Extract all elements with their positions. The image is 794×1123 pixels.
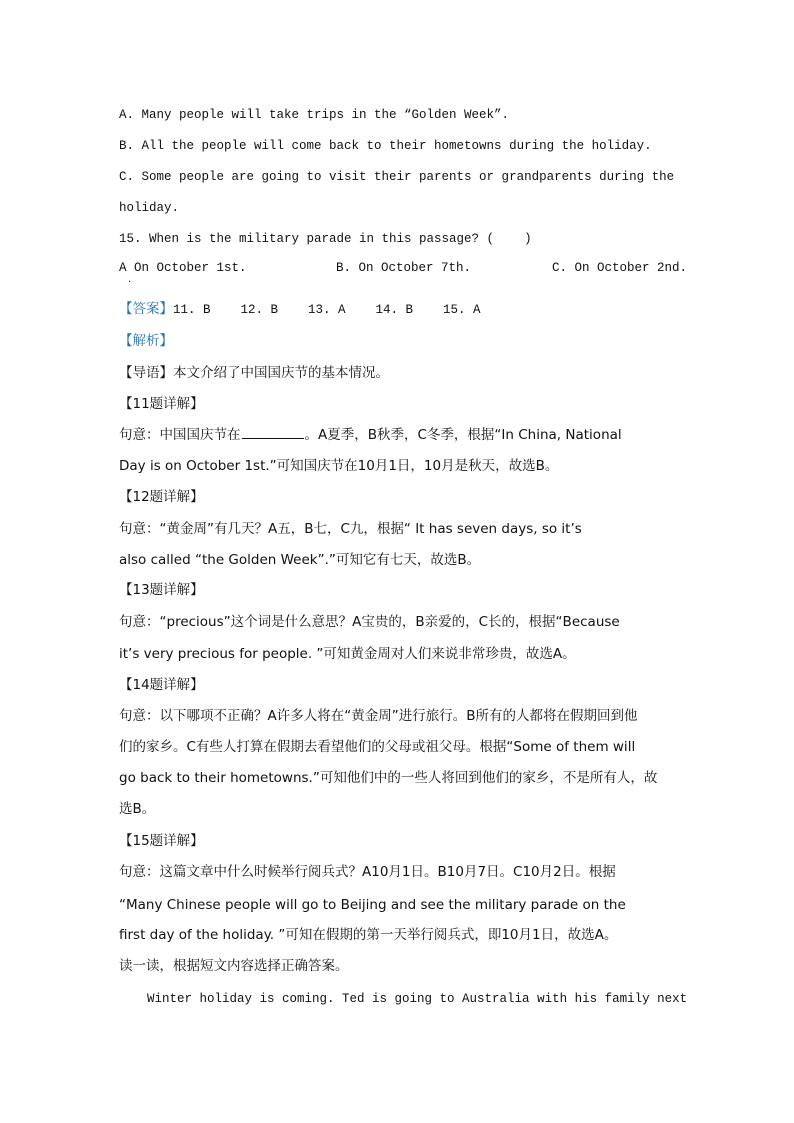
explanation-q12-line2: also called “the Golden Week”.”可知它有七天，故选B。 [119, 552, 481, 568]
answer-tag: 【答案】 [119, 301, 173, 317]
analysis-intro: 【导语】本文介绍了中国国庆节的基本情况。 [119, 365, 389, 381]
question-15-option-b: B. On October 7th. [336, 261, 472, 275]
answer-line [119, 300, 481, 319]
question-15-option-c: C. On October 2nd. [552, 261, 688, 275]
question-14-option-c-continued: holiday. [119, 201, 180, 215]
explanation-q14-line1: 句意：以下哪项不正确？A许多人将在“黄金周”进行旅行。B所有的人都将在假期回到他 [119, 708, 638, 724]
explanation-q13-line1: 句意：“precious”这个词是什么意思？A宝贵的，B亲爱的，C长的，根据“Because [119, 614, 620, 630]
explanation-q11-prefix: 句意：中国国庆节在 [119, 427, 241, 443]
stray-dot: · [128, 277, 132, 288]
question-14-option-c: C. Some people are going to visit their parents or grandparents during the [119, 170, 675, 184]
question-14-option-a: A. Many people will take trips in the “Golden Week”. [119, 108, 510, 122]
explanation-q15-line1: 句意：这篇文章中什么时候举行阅兵式？A10月1日。B10月7日。C10月2日。根据 [119, 864, 616, 880]
explanation-q11-line1 [119, 426, 622, 444]
explanation-q13-line2: it’s very precious for people. ”可知黄金周对人们来说非常珍贵，故选A。 [119, 646, 576, 662]
explanation-q15-line2: “Many Chinese people will go to Beijing and see the military parade on the [119, 897, 626, 913]
reading-instruction: 读一读，根据短文内容选择正确答案。 [119, 958, 349, 974]
explanation-q12-line1: 句意：“黄金周”有几天？A五，B七，C九，根据“ It has seven days, so it’s [119, 521, 582, 537]
passage-first-line: Winter holiday is coming. Ted is going to Australia with his family next [147, 992, 688, 1006]
heading-q15: 【15题详解】 [119, 833, 204, 849]
explanation-q14-line3: go back to their hometowns.”可知他们中的一些人将回到他们的家乡，不是所有人，故 [119, 770, 658, 786]
explanation-q14-line2: 们的家乡。C有些人打算在假期去看望他们的父母或祖父母。根据“Some of them will [119, 739, 636, 755]
explanation-q11-rest: 。A夏季，B秋季，C冬季，根据“In China, National [304, 427, 622, 443]
heading-q11: 【11题详解】 [119, 396, 204, 412]
explanation-q11-line2: Day is on October 1st.”可知国庆节在10月1日，10月是秋天，故选B。 [119, 458, 559, 474]
question-14-option-b: B. All the people will come back to their hometowns during the holiday. [119, 139, 652, 153]
answer-text: 11. B 12. B 13. A 14. B 15. A [173, 303, 481, 317]
explanation-q14-line4: 选B。 [119, 801, 156, 817]
analysis-tag: 【解析】 [119, 333, 173, 349]
question-15-option-a: A On October 1st. [119, 261, 247, 275]
question-15-stem: 15. When is the military parade in this passage? ( ) [119, 232, 532, 246]
explanation-q15-line3: first day of the holiday. ”可知在假期的第一天举行阅兵式，即10月1日，故选A。 [119, 927, 618, 943]
fill-in-blank [242, 426, 304, 439]
heading-q12: 【12题详解】 [119, 489, 204, 505]
heading-q14: 【14题详解】 [119, 677, 204, 693]
heading-q13: 【13题详解】 [119, 582, 204, 598]
